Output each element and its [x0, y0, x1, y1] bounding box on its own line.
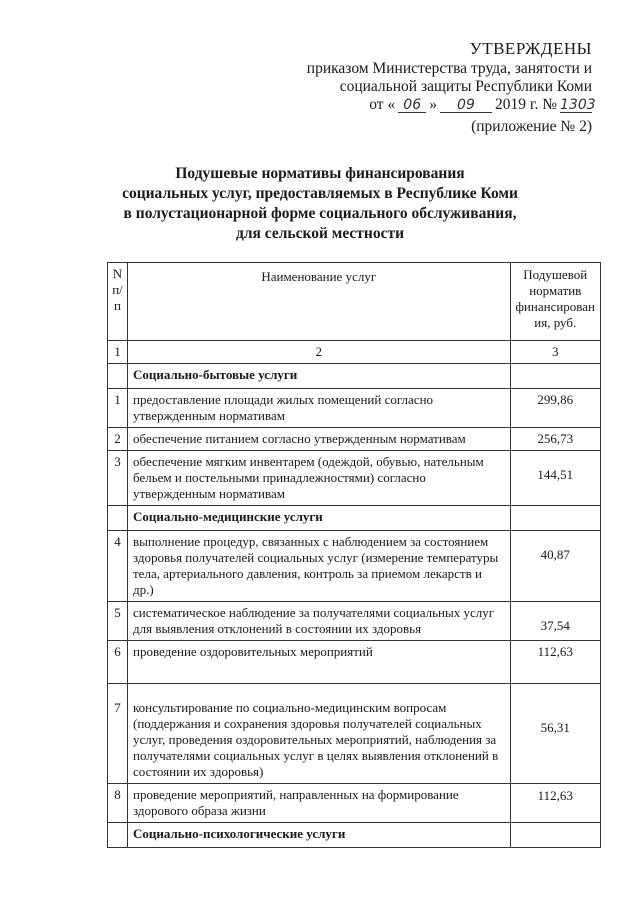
row-number: 4	[108, 531, 128, 602]
table-row	[108, 428, 601, 451]
date-mid: »	[429, 96, 437, 113]
row-number: 7	[108, 684, 128, 784]
table-row	[108, 784, 601, 823]
table-row	[108, 684, 601, 784]
service-name: консультирование по социально-медицинским вопросам (поддержания и сохранения здоровья получателей социальных услуг, проведения оздоровительных мероприятий, наблюдения за получателями социальных услуг в целях выявления отклонений в состоянии их здоровья)	[128, 684, 511, 784]
service-name: проведение оздоровительных мероприятий	[128, 641, 511, 684]
service-name: предоставление площади жилых помещений согласно утвержденным нормативам	[128, 389, 511, 428]
service-name: обеспечение мягким инвентарем (одеждой, обувью, нательным бельем и постельными принадлежностями) согласно утвержденным нормативам	[128, 451, 511, 506]
table-row	[108, 451, 601, 506]
service-name: обеспечение питанием согласно утвержденным нормативам	[128, 428, 511, 451]
table-row	[108, 531, 601, 602]
order-date-line	[307, 96, 596, 114]
document-title	[0, 164, 640, 244]
index-cell: 3	[510, 341, 601, 364]
year-text: 2019 г. №	[494, 96, 557, 113]
row-number: 5	[108, 602, 128, 641]
approval-heading: УТВЕРЖДЕНЫ	[469, 39, 592, 58]
title-line: в полустационарной форме социального обслуживания,	[123, 205, 517, 222]
date-prefix: от «	[369, 96, 396, 113]
approval-line-2: социальной защиты Республики Коми	[339, 78, 592, 95]
title-line: социальных услуг, предоставляемых в Республике Коми	[122, 185, 518, 202]
approval-line-1: приказом Министерства труда, занятости и	[306, 60, 592, 77]
normative-value: 256,73	[510, 428, 601, 451]
service-name: выполнение процедур, связанных с наблюдением за состоянием здоровья получателей социальных услуг (измерение температуры тела, артериального давления, контроль за приемом лекарств и др.)	[128, 531, 511, 602]
row-number: 2	[108, 428, 128, 451]
title-line: Подушевые нормативы финансирования	[175, 165, 465, 182]
header-number: N п/п	[108, 263, 128, 341]
index-cell: 1	[108, 341, 128, 364]
row-number: 3	[108, 451, 128, 506]
normative-value: 56,31	[510, 684, 601, 784]
normative-value: 299,86	[510, 389, 601, 428]
handwritten-month: 09	[440, 98, 492, 113]
title-line: для сельской местности	[235, 225, 405, 242]
service-name: систематическое наблюдение за получателями социальных услуг для выявления отклонений в состоянии их здоровья	[128, 602, 511, 641]
normatives-table	[107, 262, 601, 848]
normative-value: 37,54	[510, 602, 601, 641]
row-number: 6	[108, 641, 128, 684]
column-index-row	[108, 341, 601, 364]
approval-block	[306, 39, 596, 136]
header-service-name: Наименование услуг	[128, 263, 511, 341]
header-normative: Подушевой норматив финансирован ия, руб.	[510, 263, 601, 341]
table-header-row	[108, 263, 601, 341]
section-row	[108, 364, 601, 389]
normative-value: 144,51	[510, 451, 601, 506]
section-title: Социально-психологические услуги	[128, 823, 511, 848]
section-row	[108, 823, 601, 848]
row-number: 8	[108, 784, 128, 823]
table-row	[108, 389, 601, 428]
appendix-label: (приложение № 2)	[471, 118, 592, 135]
section-title: Социально-медицинские услуги	[128, 506, 511, 531]
normative-value: 40,87	[510, 531, 601, 602]
row-number: 1	[108, 389, 128, 428]
normative-value: 112,63	[510, 641, 601, 684]
handwritten-order-number: 1303	[560, 97, 596, 113]
section-row	[108, 506, 601, 531]
index-cell: 2	[128, 341, 511, 364]
normative-value: 112,63	[510, 784, 601, 823]
service-name: проведение мероприятий, направленных на формирование здорового образа жизни	[128, 784, 511, 823]
handwritten-day: 06	[398, 98, 426, 113]
table-row	[108, 602, 601, 641]
table-row	[108, 641, 601, 684]
section-title: Социально-бытовые услуги	[128, 364, 511, 389]
